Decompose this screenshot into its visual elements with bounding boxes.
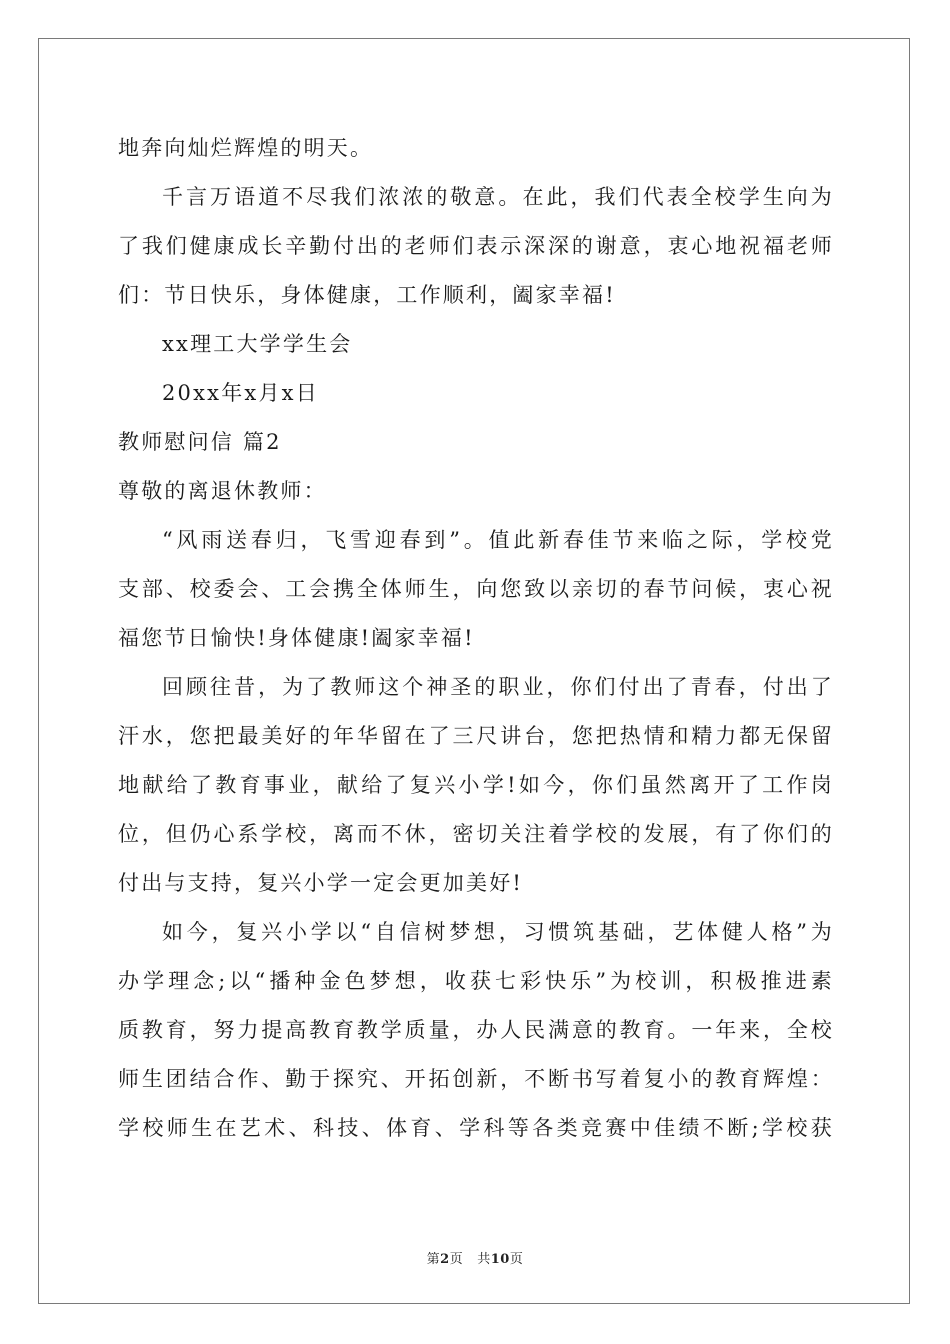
text-line: 了我们健康成长辛勤付出的老师们表示深深的谢意，衷心地祝福老师 [118, 234, 834, 258]
text-line: 地献给了教育事业，献给了复兴小学!如今，你们虽然离开了工作岗 [118, 773, 834, 797]
text-line: 回顾往昔，为了教师这个神圣的职业，你们付出了青春，付出了 [162, 675, 834, 699]
text-line: 学校师生在艺术、科技、体育、学科等各类竞赛中佳绩不断;学校获 [118, 1116, 834, 1140]
total-pages: 10 [490, 1252, 510, 1267]
document-body [118, 124, 834, 1153]
text-line: 付出与支持，复兴小学一定会更加美好! [118, 871, 524, 895]
text-line: 汗水，您把最美好的年华留在了三尺讲台，您把热情和精力都无保留 [118, 724, 834, 748]
text-line: 20xx年x月x日 [162, 381, 319, 405]
text-line: xx理工大学学生会 [162, 332, 353, 356]
text-line: “风雨送春归，飞雪迎春到”。值此新春佳节来临之际，学校党 [162, 528, 834, 552]
page-footer [0, 1248, 950, 1267]
text-line: 们：节日快乐，身体健康，工作顺利，阖家幸福! [118, 283, 616, 307]
page-prefix: 第 [426, 1252, 441, 1267]
page-number: 2 [440, 1252, 450, 1267]
text-line: 福您节日愉快!身体健康!阖家幸福! [118, 626, 475, 650]
text-line: 尊敬的离退休教师： [118, 479, 327, 503]
text-line: 质教育，努力提高教育教学质量，办人民满意的教育。一年来，全校 [118, 1018, 834, 1042]
total-suffix: 页 [509, 1252, 524, 1267]
total-prefix: 共 [477, 1252, 491, 1267]
page-suffix: 页 [449, 1252, 464, 1267]
text-line: 办学理念;以“播种金色梦想，收获七彩快乐”为校训，积极推进素 [118, 969, 834, 993]
text-line: 教师慰问信 篇2 [118, 430, 282, 454]
text-line: 师生团结合作、勤于探究、开拓创新，不断书写着复小的教育辉煌： [118, 1067, 834, 1091]
text-line: 如今，复兴小学以“自信树梦想，习惯筑基础，艺体健人格”为 [162, 920, 834, 944]
text-line: 地奔向灿烂辉煌的明天。 [118, 136, 374, 160]
text-line: 支部、校委会、工会携全体师生，向您致以亲切的春节问候，衷心祝 [118, 577, 834, 601]
text-line: 千言万语道不尽我们浓浓的敬意。在此，我们代表全校学生向为 [162, 185, 834, 209]
text-line: 位，但仍心系学校，离而不休，密切关注着学校的发展，有了你们的 [118, 822, 834, 846]
